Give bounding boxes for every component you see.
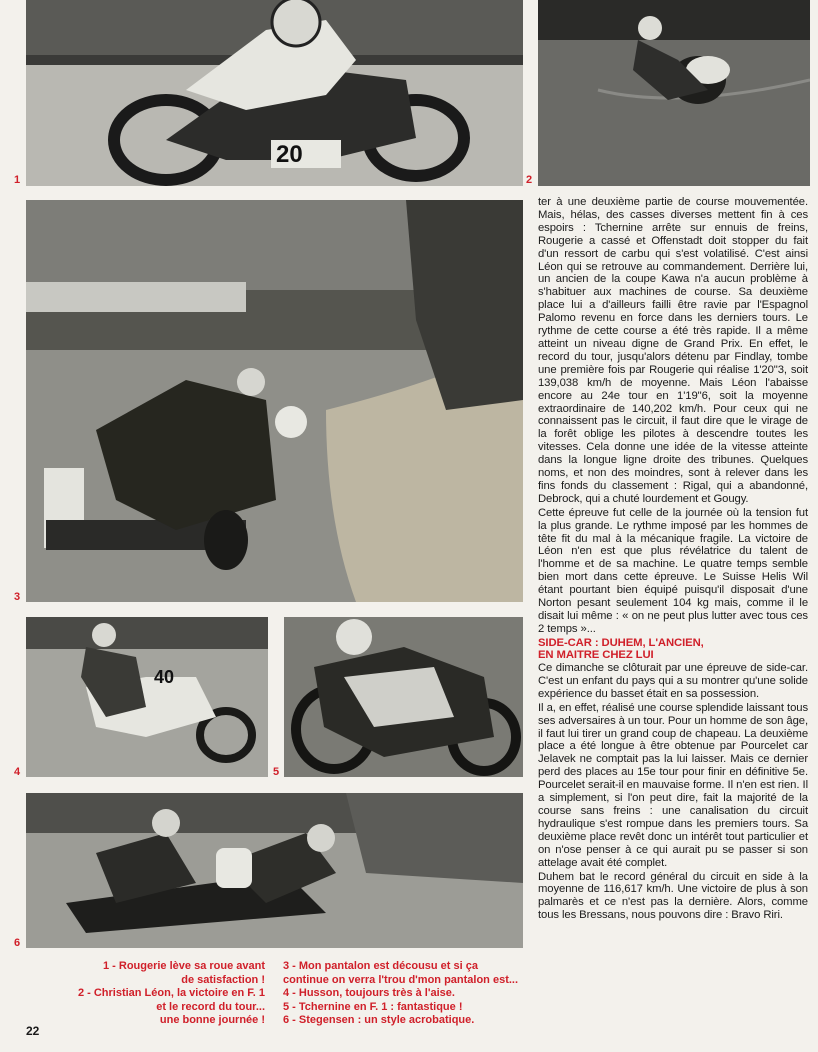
photo-5-tchernine	[284, 617, 523, 777]
caption-line: 2 - Christian Léon, la victoire en F. 1	[77, 987, 265, 1000]
caption-line: 1 - Rougerie lève sa roue avant	[102, 960, 265, 972]
subheading-line-2: EN MAITRE CHEZ LUI	[538, 649, 654, 662]
article-paragraph: Ce dimanche se clôturait par une épreuve de side-car. C'est un enfant du pays qui a su montrer qu'une solide expérience du basset était en sa possession.	[538, 662, 808, 700]
photo-number-2: 2	[526, 174, 533, 186]
photo-6-stegensen	[26, 793, 523, 948]
page-number: 22	[26, 1024, 40, 1038]
photo-number-3: 3	[14, 591, 21, 603]
caption-line: et le record du tour...	[156, 1000, 265, 1013]
article-paragraph: Duhem bat le record général du circuit en side à la moyenne de 116,617 km/h. Une victoire de plus à son palmarès et ce n'est pas la dernière. Alors, comme tous les Bressans, nous pouvons dire : Bravo Riri.	[538, 870, 808, 922]
caption-line: de satisfaction !	[181, 973, 265, 986]
photo-number-5: 5	[273, 766, 280, 778]
photo-3-sidecar	[26, 200, 523, 602]
photo-4-husson	[26, 617, 268, 777]
captions-left	[30, 960, 265, 1028]
caption-line: 5 - Tchernine en F. 1 : fantastique !	[283, 1000, 463, 1013]
caption-line: une bonne journée !	[159, 1014, 265, 1027]
article-paragraph: Cette épreuve fut celle de la journée où la tension fut la plus grande. Le rythme imposé par les hommes de tête fit du mal à la mécanique fragile. La victoire de Léon n'en est que plus révélatrice du talent de l'homme et de sa machine. Le quatre temps semble bien mort dans cette épreuve. Le Suisse Helis Wil étant pourtant bien équipé puisqu'il disposait d'une Norton pesant seulement 104 kg mais, comme il le disait lui même : « on ne peut plus lutter avec tous ces 2 temps »...	[538, 506, 808, 635]
race-number-40: 40	[154, 667, 175, 687]
caption-line: 3 - Mon pantalon est décousu et si ça	[283, 960, 478, 972]
article-paragraph: Il a, en effet, réalisé une course splendide laissant tous ses adversaires à un tour. Pour un homme de son âge, il faut lui tirer un grand coup de chapeau. La deuxième place a été longue à être obtenue par Pourcelet car Jelavek ne comptait pas la lui laisser. Mais ce dernier perd des places au 15e tour pour finir en définitive 5e. Pourcelet serait-il en mauvaise forme. Il n'en est rien. Il a simplement, si l'on peut dire, fait la majorité de la course sans freins : une canalisation du circuit hydraulique s'est rompue dans les premiers tours. Sa deuxième place revêt donc un intérêt tout particulier et on n'ose penser à ce qui aurait pu se passer si son attelage avait été complet.	[538, 701, 808, 869]
photo-2-leon	[538, 0, 810, 186]
photo-number-4: 4	[14, 766, 21, 778]
photo-1-rougerie	[26, 0, 523, 186]
race-number-20: 20	[276, 141, 303, 168]
article-paragraph: ter à une deuxième partie de course mouvementée. Mais, hélas, des casses diverses mettent fin à ces espoirs : Tchernine arrête sur ennuis de freins, Rougerie a cassé et Offenstadt doit stopper du fait d'un ressort de carbu qui s'est volatilisé. C'est ainsi Léon qui se retrouve au commandement. Derrière lui, un ancien de la coupe Kawa n'a aucun problème à s'habituer aux machines de course. Sa deuxième place lui a d'ailleurs failli être ravie par l'Espagnol Palomo revenu en force dans les derniers tours. Le rythme de cette course a été très rapide. Il a même atteint un niveau digne de Grand Prix. En effet, le record du tour, jusqu'alors détenu par Findlay, tombe une première fois par Rougerie qui réalise 1'20"3, soit 139,038 km/h de moyenne. Mais Léon l'abaisse encore au 24e tour en 1'19"6, soit la moyenne extraordinaire de 140,202 km/h. Pour ceux qui ne connaissent pas le circuit, il faut dire que le virage de la forêt oblige les pilotes à descendre toutes les vitesses. Cela donne une idée de la vitesse atteinte dans la longue ligne droite des tribunes. Quelques noms, et non des moindres, sont à relever dans les fins fonds du classement : Rigal, qui a abandonné, Debrock, qui a chuté lourdement et Gougy.	[538, 196, 808, 505]
caption-line: 6 - Stegensen : un style acrobatique.	[283, 1014, 475, 1027]
caption-line: 4 - Husson, toujours très à l'aise.	[283, 987, 455, 1000]
caption-line: continue on verra l'trou d'mon pantalon est...	[283, 973, 519, 986]
photo-number-6: 6	[14, 937, 21, 949]
photo-number-1: 1	[14, 174, 21, 186]
subheading-line-1: SIDE-CAR : DUHEM, L'ANCIEN,	[538, 636, 704, 649]
article-body	[538, 196, 808, 923]
captions-right	[283, 960, 528, 1028]
